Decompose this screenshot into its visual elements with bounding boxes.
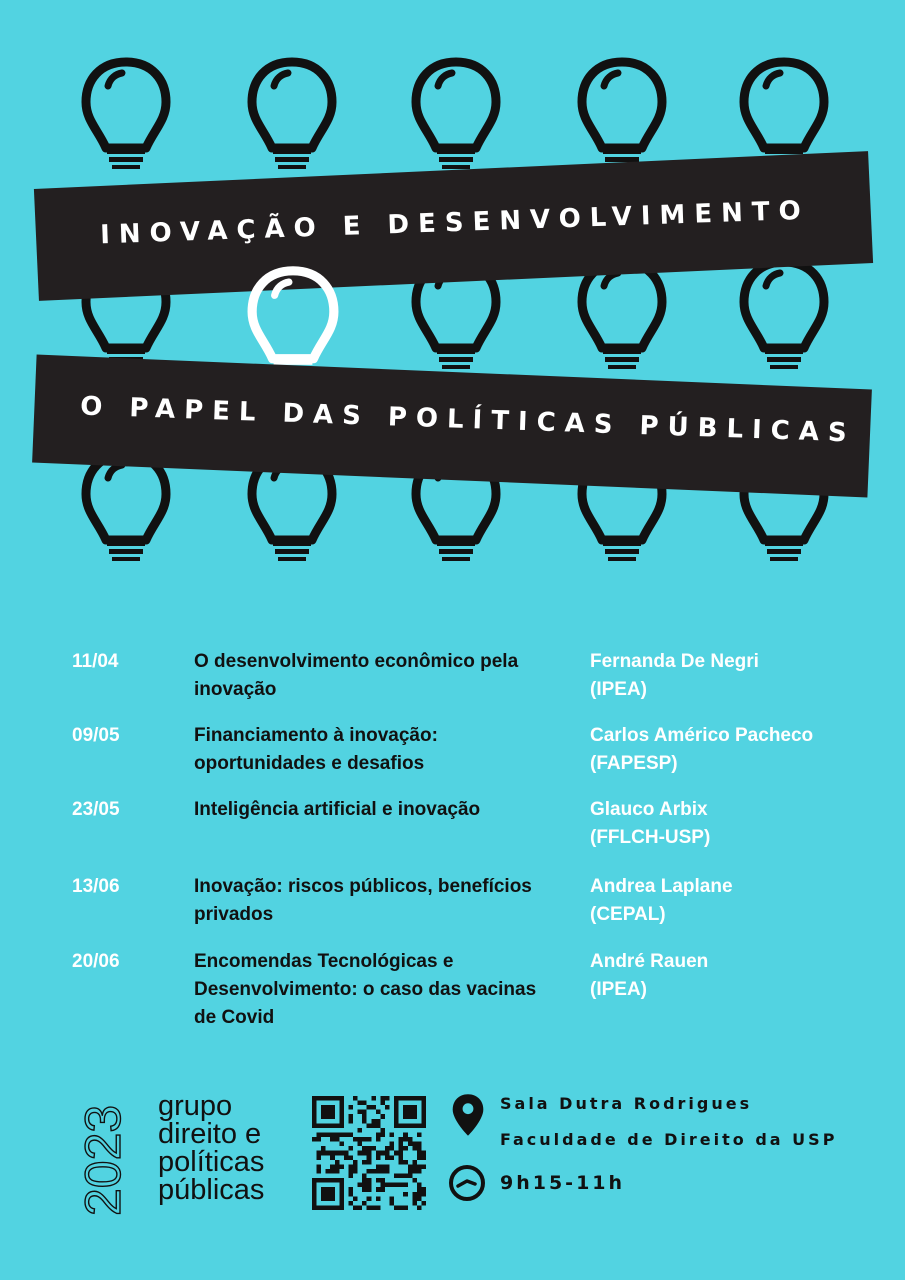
lightbulb-icon (80, 56, 172, 176)
event-subtitle: O PAPEL DAS POLÍTICAS PÚBLICAS (79, 391, 857, 449)
schedule-row (72, 873, 872, 953)
location-pin-icon (450, 1092, 486, 1138)
speaker-name: Fernanda De Negri (590, 651, 759, 672)
group-name (158, 1092, 308, 1204)
schedule-row (72, 948, 872, 1028)
session-speaker (590, 796, 870, 852)
group-line: políticas (158, 1146, 265, 1178)
session-title: Inteligência artificial e inovação (194, 799, 481, 820)
session-speaker (590, 648, 870, 704)
schedule-row (72, 796, 872, 876)
speaker-org: (FFLCH-USP) (590, 827, 711, 848)
session-date: 20/06 (72, 951, 120, 972)
session-title: Inovação: riscos públicos, benefícios privados (194, 876, 532, 925)
session-speaker (590, 873, 870, 929)
year-text: 2023 (75, 1104, 131, 1216)
session-date: 09/05 (72, 725, 120, 746)
group-line: grupo (158, 1090, 233, 1122)
qr-code-icon[interactable] (312, 1096, 426, 1210)
schedule-row (72, 722, 872, 802)
speaker-name: André Rauen (590, 951, 709, 972)
speaker-name: Carlos Américo Pacheco (590, 725, 814, 746)
event-time: 9h15-11h (500, 1172, 626, 1194)
schedule-row (72, 648, 872, 728)
speaker-org: (IPEA) (590, 679, 647, 700)
lightbulb-icon (738, 256, 830, 376)
venue-room: Sala Dutra Rodrigues (500, 1094, 753, 1113)
session-date: 13/06 (72, 876, 120, 897)
speaker-name: Glauco Arbix (590, 799, 708, 820)
group-line: públicas (158, 1174, 265, 1206)
session-title: Financiamento à inovação: oportunidades e desafios (194, 725, 438, 774)
session-date: 23/05 (72, 799, 120, 820)
lightbulb-icon (246, 56, 338, 176)
session-date: 11/04 (72, 651, 119, 672)
session-speaker (590, 722, 870, 778)
group-line: direito e (158, 1118, 262, 1150)
speaker-org: (CEPAL) (590, 904, 666, 925)
session-speaker (590, 948, 870, 1004)
speaker-name: Andrea Laplane (590, 876, 733, 897)
speaker-org: (IPEA) (590, 979, 647, 1000)
lightbulb-icon (410, 56, 502, 176)
event-title: INOVAÇÃO E DESENVOLVIMENTO (99, 195, 811, 251)
session-title: Encomendas Tecnológicas e Desenvolvimento: o caso das vacinas de Covid (194, 951, 537, 1028)
venue-place: Faculdade de Direito da USP (500, 1130, 838, 1149)
lightbulb-icon (576, 56, 668, 176)
clock-icon (447, 1163, 487, 1203)
speaker-org: (FAPESP) (590, 753, 678, 774)
session-title: O desenvolvimento econômico pela inovação (194, 651, 519, 700)
